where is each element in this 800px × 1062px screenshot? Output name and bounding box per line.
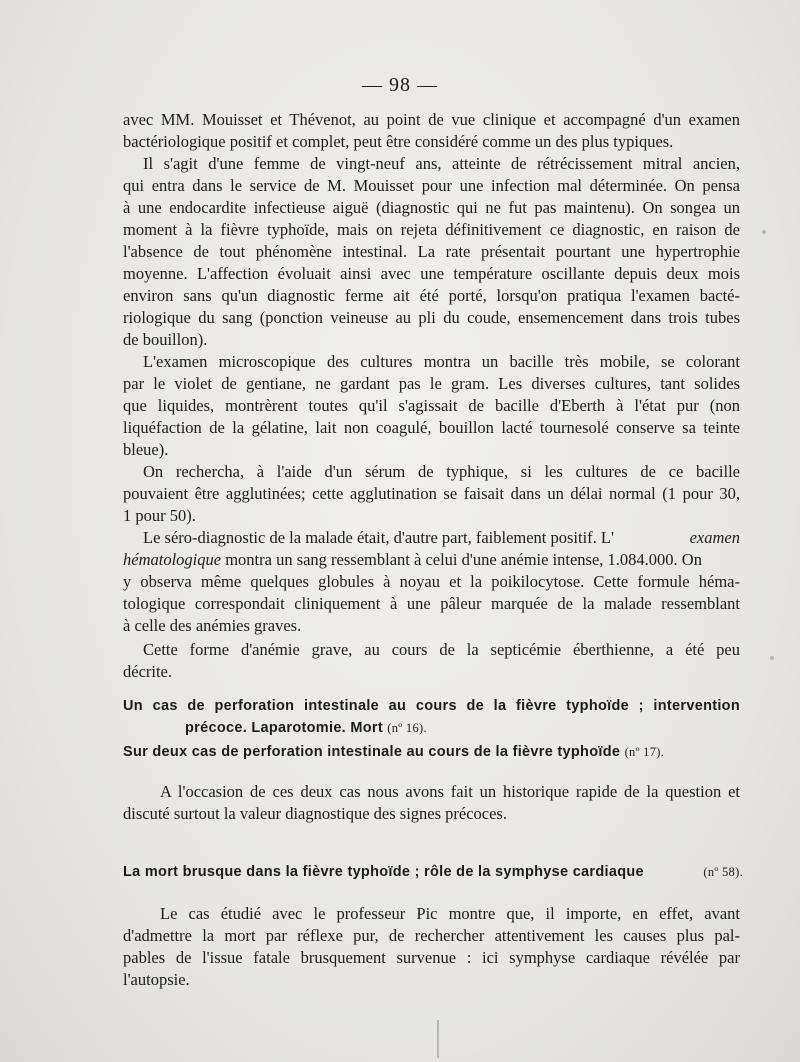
text-line: Il s'agit d'une femme de vingt-neuf ans, atteinte de rétrécissement mitral ancien, bbox=[143, 154, 740, 173]
section-heading: Un cas de perforation intestinale au cours de la fièvre typhoïde ; intervention bbox=[123, 698, 740, 714]
text-line: moyenne. L'affection évoluait ainsi avec une température oscillante depuis deux mois bbox=[123, 264, 740, 283]
text-line: à une endocardite infectieuse aiguë (diagnostic qui ne fut pas maintenu). On songea un bbox=[123, 198, 740, 217]
text-line: d'admettre la mort par réflexe pur, de rechercher attentivement les causes plus pal- bbox=[123, 926, 740, 945]
text-line: On rechercha, à l'aide d'un sérum de typhique, si les cultures de ce bacille bbox=[143, 462, 740, 481]
text-line: L'examen microscopique des cultures montra un bacille très mobile, se colorant bbox=[143, 352, 740, 371]
reference-number: (nº 16). bbox=[387, 721, 427, 735]
scan-artifact bbox=[770, 656, 774, 660]
text-line: environ sans qu'un diagnostic ferme ait été porté, lorsqu'on pratiqua l'examen bacté- bbox=[123, 286, 740, 305]
text-line bbox=[123, 550, 740, 570]
text-line: bleue). bbox=[123, 440, 169, 459]
text-line: décrite. bbox=[123, 662, 173, 681]
text-line: qui entra dans le service de M. Mouisset pour une infection mal déterminée. On pensa bbox=[123, 176, 740, 195]
scan-artifact bbox=[762, 230, 766, 234]
text-line: l'autopsie. bbox=[123, 970, 190, 989]
scan-artifact bbox=[437, 1020, 439, 1058]
italic-fragment: examen bbox=[689, 528, 740, 547]
section-heading bbox=[123, 862, 743, 882]
text-line: par le violet de gentiane, ne gardant pas le gram. Les diverses cultures, tant solides bbox=[123, 374, 740, 393]
text-line: Cette forme d'anémie grave, au cours de la septicémie éberthienne, a été peu bbox=[143, 640, 740, 659]
section-heading-cont bbox=[185, 718, 427, 738]
text-line: que liquides, montrèrent toutes qu'il s'agissait de bacille d'Eberth à l'état pur (non bbox=[123, 396, 740, 415]
text-line: liquéfaction de la gélatine, lait non coagulé, bouillon lacté tournesolé conserve sa teinte bbox=[123, 418, 740, 437]
text-line: pouvaient être agglutinées; cette agglutination se faisait dans un délai normal (1 pour 30, bbox=[123, 484, 740, 503]
text-line: de bouillon). bbox=[123, 330, 208, 349]
text-fragment: Le séro-diagnostic de la malade était, d'autre part, faiblement positif. L' bbox=[143, 528, 614, 547]
text-line: Le cas étudié avec le professeur Pic montre que, il importe, en effet, avant bbox=[160, 904, 740, 923]
reference-number: (nº 58). bbox=[703, 865, 743, 879]
section-heading bbox=[123, 742, 664, 762]
reference-number: (nº 17). bbox=[624, 745, 665, 759]
text-line bbox=[143, 528, 740, 548]
text-line: y observa même quelques globules à noyau et la poikilocytose. Cette formule héma- bbox=[123, 572, 740, 591]
italic-fragment: hématologique bbox=[123, 550, 222, 569]
text-line: tologique correspondait cliniquement à une pâleur marquée de la malade ressemblant bbox=[123, 594, 740, 613]
text-line: discuté surtout la valeur diagnostique des signes précoces. bbox=[123, 804, 507, 823]
text-line: avec MM. Mouisset et Thévenot, au point de vue clinique et accompagné d'un examen bbox=[123, 110, 740, 129]
text-line: 1 pour 50). bbox=[123, 506, 196, 525]
text-line: riologique du sang (ponction veineuse au pli du coude, ensemencement dans trois tubes bbox=[123, 308, 740, 327]
text-fragment: montra un sang ressemblant à celui d'une anémie intense, 1.084.000. On bbox=[221, 550, 702, 569]
text-line: A l'occasion de ces deux cas nous avons fait un historique rapide de la question et bbox=[160, 782, 740, 801]
text-line: moment à la fièvre typhoïde, mais on rejeta définitivement ce diagnostic, en raison de bbox=[123, 220, 740, 239]
page-number: — 98 — bbox=[362, 74, 438, 96]
text-line: pables de l'issue fatale brusquement survenue : ici symphyse cardiaque révélée par bbox=[123, 948, 740, 967]
text-line: bactériologique positif et complet, peut être considéré comme un des plus typiques. bbox=[123, 132, 674, 151]
text-line: l'absence de tout phénomène intestinal. La rate présentait pourtant une hypertrophie bbox=[123, 242, 740, 261]
heading-text: précoce. Laparotomie. Mort bbox=[185, 720, 383, 736]
heading-text: La mort brusque dans la fièvre typhoïde ; rôle de la symphyse cardiaque bbox=[123, 864, 644, 880]
text-line: à celle des anémies graves. bbox=[123, 616, 302, 635]
heading-text: Sur deux cas de perforation intestinale au cours de la fièvre typhoïde bbox=[123, 744, 621, 760]
